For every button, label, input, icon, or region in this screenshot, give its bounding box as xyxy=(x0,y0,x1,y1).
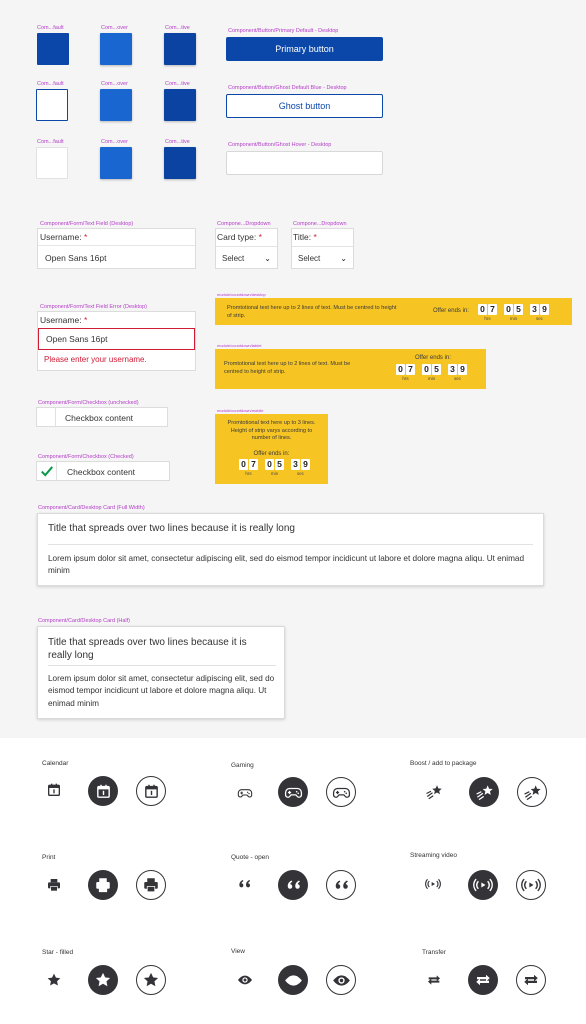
countdown-digit: 7 xyxy=(406,364,415,375)
icon-title: Gaming xyxy=(231,762,254,769)
quote-open-icon[interactable] xyxy=(326,870,356,900)
countdown-digit: 5 xyxy=(275,459,284,470)
required-marker: * xyxy=(83,232,88,242)
ghost-button[interactable]: Ghost button xyxy=(226,94,383,118)
required-marker: * xyxy=(313,232,317,242)
component-label: Component/Form/Text Field Error (Desktop) xyxy=(40,304,147,310)
primary-button[interactable]: Primary button xyxy=(226,37,383,61)
countdown-digit: 3 xyxy=(448,364,457,375)
card-full-width[interactable] xyxy=(37,513,544,586)
ghost-hover-button[interactable] xyxy=(226,151,383,175)
unit-label: hrs xyxy=(484,316,491,321)
icon-title: Calendar xyxy=(42,760,69,767)
transfer-icon[interactable] xyxy=(468,965,498,995)
streaming-icon[interactable] xyxy=(424,876,442,892)
title-label: Title: xyxy=(293,232,312,242)
countdown-digit: 0 xyxy=(396,364,405,375)
calendar-icon[interactable] xyxy=(88,776,118,806)
chevron-down-icon: ⌄ xyxy=(264,253,271,263)
card-title: Title that spreads over two lines because it is really long xyxy=(48,523,295,534)
title-select[interactable] xyxy=(292,246,353,269)
unit-label: sec xyxy=(453,376,461,381)
countdown-digit: 3 xyxy=(530,304,539,315)
boost-star-icon[interactable] xyxy=(469,777,499,807)
card-type-select[interactable] xyxy=(216,246,277,269)
username-field xyxy=(37,228,196,269)
icon-title: Boost / add to package xyxy=(410,760,477,767)
username-input[interactable]: Open Sans 16pt xyxy=(38,245,195,269)
component-label: Component/Button/Ghost Default Blue - Desktop xyxy=(228,85,347,91)
primary-default-swatch[interactable] xyxy=(37,33,69,65)
printer-icon[interactable] xyxy=(136,870,166,900)
select-value: Select xyxy=(298,253,321,263)
state-label: Com...over xyxy=(101,139,128,145)
required-marker: * xyxy=(83,315,88,325)
component-label: Component/Card/Desktop Card (Full Width) xyxy=(38,505,145,511)
calendar-icon[interactable] xyxy=(136,776,166,806)
component-label: Compone...Dropdown xyxy=(217,221,271,227)
countdown xyxy=(478,304,550,316)
icon-title: View xyxy=(231,948,245,955)
quote-open-icon[interactable] xyxy=(278,870,308,900)
checkbox-label: Checkbox content xyxy=(67,467,136,477)
unit-label: hrs xyxy=(245,471,252,476)
state-label: Com...fault xyxy=(37,139,64,145)
state-label: Com...fault xyxy=(37,25,64,31)
promo-text: Promtotional text here up to 3 lines. Height of strip varys according to number of lines. xyxy=(227,420,316,442)
component-label: Component/Form/Text Field (Desktop) xyxy=(40,221,134,227)
countdown-digit: 7 xyxy=(488,304,497,315)
checkbox-unchecked[interactable] xyxy=(36,407,168,427)
gamepad-icon[interactable] xyxy=(326,777,356,807)
state-label: Com...over xyxy=(101,81,128,87)
calendar-icon[interactable] xyxy=(46,782,62,798)
countdown-digit: 0 xyxy=(478,304,487,315)
icon-title: Quote - open xyxy=(231,854,269,861)
ghost-hover-active-swatch[interactable] xyxy=(164,147,196,179)
primary-active-swatch[interactable] xyxy=(164,33,196,65)
component-label: Component/Form/Checkbox (Checked) xyxy=(38,454,134,460)
quote-open-icon[interactable] xyxy=(236,876,252,892)
countdown-digit: 0 xyxy=(422,364,431,375)
select-value: Select xyxy=(222,253,245,263)
icon-title: Streaming video xyxy=(410,852,457,859)
component-label: Compone...Dropdown xyxy=(293,221,347,227)
component-label: module/countdown/mobile xyxy=(217,408,264,413)
state-label: Com...fault xyxy=(37,81,64,87)
unit-label: sec xyxy=(296,471,304,476)
unit-label: sec xyxy=(535,316,543,321)
star-icon[interactable] xyxy=(136,965,166,995)
required-marker: * xyxy=(258,232,262,242)
promo-strip-tablet xyxy=(215,349,486,389)
checkbox-box[interactable] xyxy=(37,462,57,480)
component-label: Component/Button/Ghost Hover - Desktop xyxy=(228,142,332,148)
countdown-digit: 9 xyxy=(301,459,310,470)
offer-label: Offer ends in: xyxy=(415,355,451,361)
username-label: Username: xyxy=(40,315,82,325)
promo-text: Promtotional text here up to 2 lines of text. Must be centred to height of strip. xyxy=(224,361,351,375)
checkbox-checked[interactable] xyxy=(36,461,170,481)
card-half[interactable] xyxy=(37,626,285,719)
boost-star-icon[interactable] xyxy=(425,783,443,801)
countdown-digit: 0 xyxy=(504,304,513,315)
countdown-digit: 0 xyxy=(265,459,274,470)
eye-icon[interactable] xyxy=(278,965,308,995)
card-divider xyxy=(48,544,533,545)
checkmark-icon xyxy=(40,464,54,478)
unit-label: hrs xyxy=(402,376,409,381)
countdown-digit: 9 xyxy=(540,304,549,315)
card-title: Title that spreads over two lines because it is really long xyxy=(48,637,247,661)
icon-library-panel xyxy=(0,738,586,1024)
chevron-down-icon: ⌄ xyxy=(340,253,347,263)
state-label: Com...tive xyxy=(165,139,190,145)
primary-hover-swatch[interactable] xyxy=(100,33,132,65)
printer-icon[interactable] xyxy=(88,870,118,900)
state-label: Com...tive xyxy=(165,25,190,31)
transfer-icon[interactable] xyxy=(426,972,442,988)
eye-icon[interactable] xyxy=(326,965,356,995)
countdown-digit: 9 xyxy=(458,364,467,375)
offer-label: Offer ends in: xyxy=(253,451,290,457)
countdown-digit: 7 xyxy=(249,459,258,470)
card-divider xyxy=(48,665,276,666)
countdown-digit: 5 xyxy=(514,304,523,315)
component-label: Component/Card/Desktop Card (Half) xyxy=(38,618,131,624)
unit-label: min xyxy=(427,376,436,381)
printer-icon[interactable] xyxy=(46,877,62,893)
promo-text: Promtotional text here up to 2 lines of text. Must be centred to height of strip. xyxy=(227,305,397,319)
component-label: Component/Button/Primary Default - Desktop xyxy=(228,28,339,34)
username-label: Username: xyxy=(40,232,82,242)
icon-title: Star - filled xyxy=(42,949,74,956)
transfer-icon[interactable] xyxy=(516,965,546,995)
unit-label: min xyxy=(270,471,279,476)
boost-star-icon[interactable] xyxy=(517,777,547,807)
ghost-hover-default-swatch[interactable] xyxy=(36,147,68,179)
state-label: Com...over xyxy=(101,25,128,31)
ghost-hover-swatch[interactable] xyxy=(100,89,132,121)
offer-label: Offer ends in: xyxy=(433,308,469,314)
card-type-label: Card type: xyxy=(217,232,257,242)
streaming-icon[interactable] xyxy=(516,870,546,900)
gamepad-icon[interactable] xyxy=(278,777,308,807)
promo-strip-mobile xyxy=(215,414,328,484)
ghost-hover-hover-swatch[interactable] xyxy=(100,147,132,179)
countdown xyxy=(239,459,311,471)
ghost-default-swatch[interactable] xyxy=(36,89,68,121)
checkbox-box[interactable] xyxy=(37,408,56,426)
star-icon[interactable] xyxy=(46,972,62,988)
username-error-input[interactable]: Open Sans 16pt xyxy=(38,328,195,350)
countdown xyxy=(396,364,468,376)
countdown-digit: 3 xyxy=(291,459,300,470)
countdown-digit: 5 xyxy=(432,364,441,375)
gamepad-icon[interactable] xyxy=(236,785,254,801)
icon-title: Print xyxy=(42,854,56,861)
card-type-dropdown xyxy=(215,228,278,269)
icon-title: Transfer xyxy=(422,949,446,956)
title-dropdown xyxy=(291,228,354,269)
eye-icon[interactable] xyxy=(236,972,254,988)
state-label: Com...tive xyxy=(165,81,190,87)
error-message: Please enter your username. xyxy=(44,355,147,364)
username-error-field xyxy=(37,311,196,371)
component-label: module/countdown/desktop xyxy=(217,292,266,297)
checkbox-label: Checkbox content xyxy=(65,413,134,423)
component-label: Component/Form/Checkbox (unchecked) xyxy=(38,400,139,406)
streaming-icon[interactable] xyxy=(468,870,498,900)
card-body: Lorem ipsum dolor sit amet, consectetur adipiscing elit, sed do eismod tempor incidicunt ut labore et dolore magna aliqu. Ut enimad minim xyxy=(48,674,275,708)
ghost-active-swatch[interactable] xyxy=(164,89,196,121)
star-icon[interactable] xyxy=(88,965,118,995)
countdown-digit: 0 xyxy=(239,459,248,470)
unit-label: min xyxy=(509,316,518,321)
component-label: module/countdown/tablet xyxy=(217,343,262,348)
card-body: Lorem ipsum dolor sit amet, consectetur adipiscing elit, sed do eismod tempor incidicunt ut labore et dolore magna aliqu. Ut enimad minim xyxy=(48,554,525,576)
promo-strip-desktop xyxy=(215,298,572,325)
